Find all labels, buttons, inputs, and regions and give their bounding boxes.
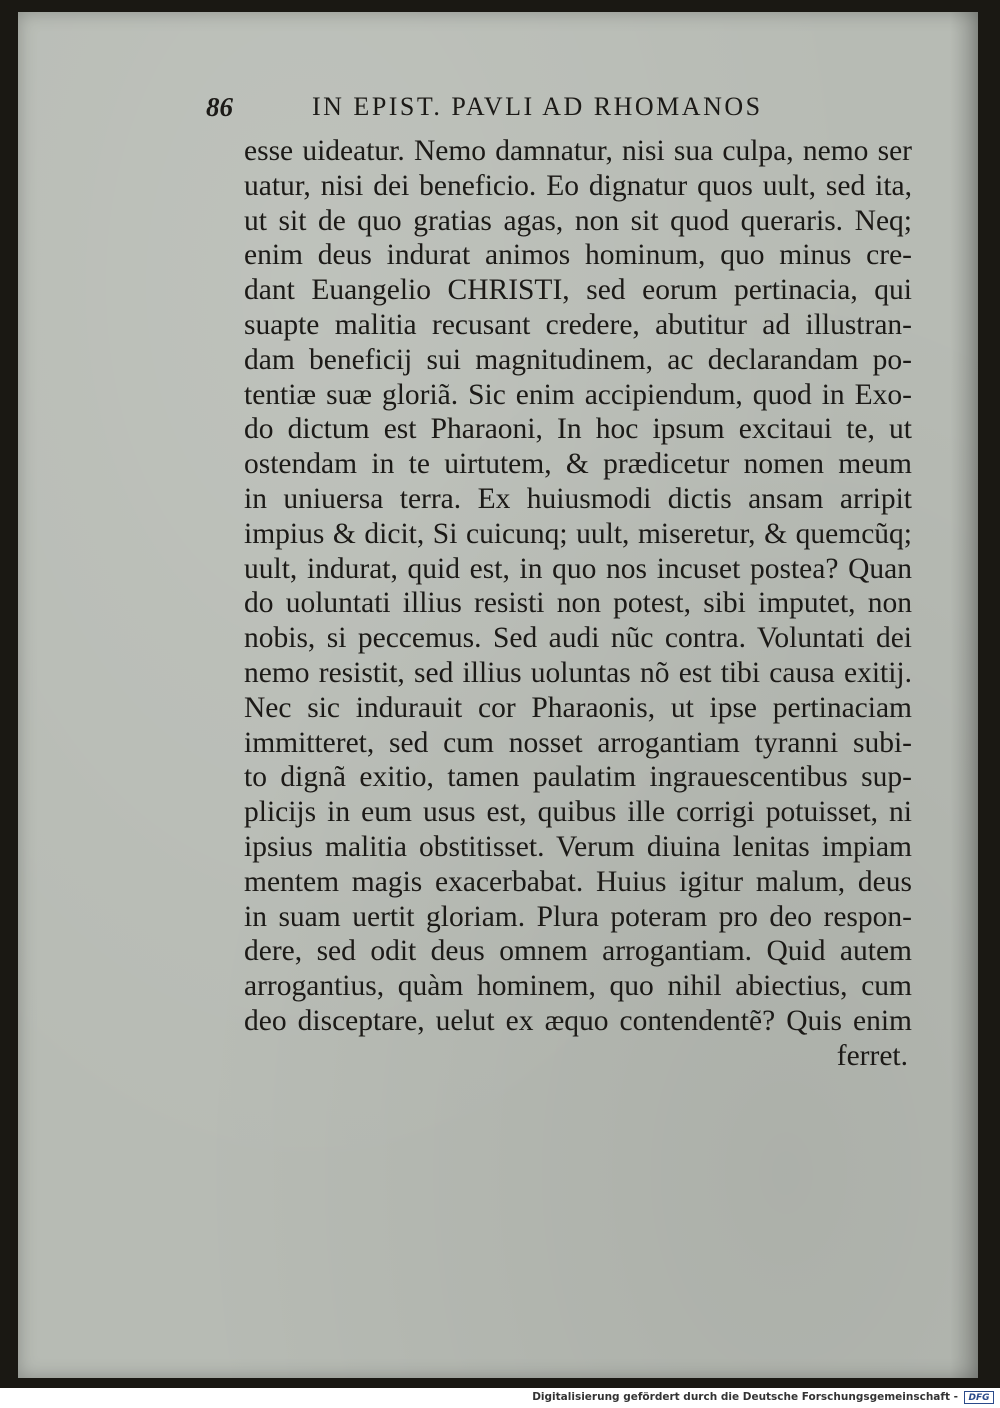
text-line: Nec sic indurauit cor Pharaonis, ut ipse pertinaciam — [244, 691, 912, 724]
text-line: enim deus indurat animos hominum, quo minus cre- — [244, 239, 912, 272]
catchword: ferret. — [836, 1039, 908, 1072]
text-line: uatur, nisi dei beneficio. Eo dignatur quos uult, sed ita, — [244, 169, 912, 202]
text-line: ut sit de quo gratias agas, non sit quod queraris. Neq; — [244, 204, 912, 237]
page-number: 86 — [206, 92, 233, 122]
text-line: impius & dicit, Si cuicunq; uult, miseretur, & quemcũq; — [244, 517, 912, 550]
text-line: tentiæ suæ gloriã. Sic enim accipiendum, quod in Exo- — [244, 378, 912, 411]
text-line: plicijs in eum usus est, quibus ille corrigi potuisset, ni — [244, 796, 912, 829]
text-line: dant Euangelio CHRISTI, sed eorum pertinacia, qui — [244, 274, 912, 307]
funding-credit: Digitalisierung gefördert durch die Deutsche Forschungsgemeinschaft - — [532, 1391, 958, 1403]
running-head: IN EPIST. PAVLI AD RHOMANOS — [312, 92, 763, 121]
spine-shadow — [950, 12, 978, 1378]
text-line: arrogantius, quàm hominem, quo nihil abiectius, cum — [244, 970, 912, 1003]
text-line: dere, sed odit deus omnem arrogantiam. Quid autem — [244, 935, 912, 968]
text-line: esse uideatur. Nemo damnatur, nisi sua culpa, nemo ser — [244, 135, 912, 167]
text-line: ipsius malitia obstitisset. Verum diuina lenitas impiam — [244, 830, 912, 863]
text-line: to dignã exitio, tamen paulatim ingrauescentibus sup- — [244, 761, 912, 794]
text-line: dam beneficij sui magnitudinem, ac declarandam po- — [244, 343, 912, 376]
text-line: do uoluntati illius resisti non potest, sibi imputet, non — [244, 587, 912, 620]
text-line: nobis, si peccemus. Sed audi nũc contra. Voluntati dei — [244, 622, 912, 655]
digitization-footer — [0, 1388, 1000, 1408]
text-line: do dictum est Pharaoni, In hoc ipsum excitaui te, ut — [244, 413, 912, 446]
body-text — [244, 134, 912, 1074]
text-line: deo disceptare, uelut ex æquo contendentẽ? Quis enim — [244, 1004, 912, 1037]
text-line: mentem magis exacerbabat. Huius igitur malum, deus — [244, 865, 912, 898]
text-line: nemo resistit, sed illius uoluntas nõ est tibi causa exitij. — [244, 656, 912, 689]
text-line: in uniuersa terra. Ex huiusmodi dictis ansam arripit — [244, 482, 912, 515]
text-line: uult, indurat, quid est, in quo nos incuset postea? Quan — [244, 552, 912, 585]
dfg-logo-icon: DFG — [964, 1391, 994, 1404]
text-line: immitteret, sed cum nosset arrogantiam tyranni subi- — [244, 726, 912, 759]
page-header — [206, 92, 826, 126]
text-line: ostendam in te uirtutem, & prædicetur nomen meum — [244, 448, 912, 481]
text-line: suapte malitia recusant credere, abutitur ad illustran- — [244, 308, 912, 341]
text-line: in suam uertit gloriam. Plura poteram pro deo respon- — [244, 900, 912, 933]
